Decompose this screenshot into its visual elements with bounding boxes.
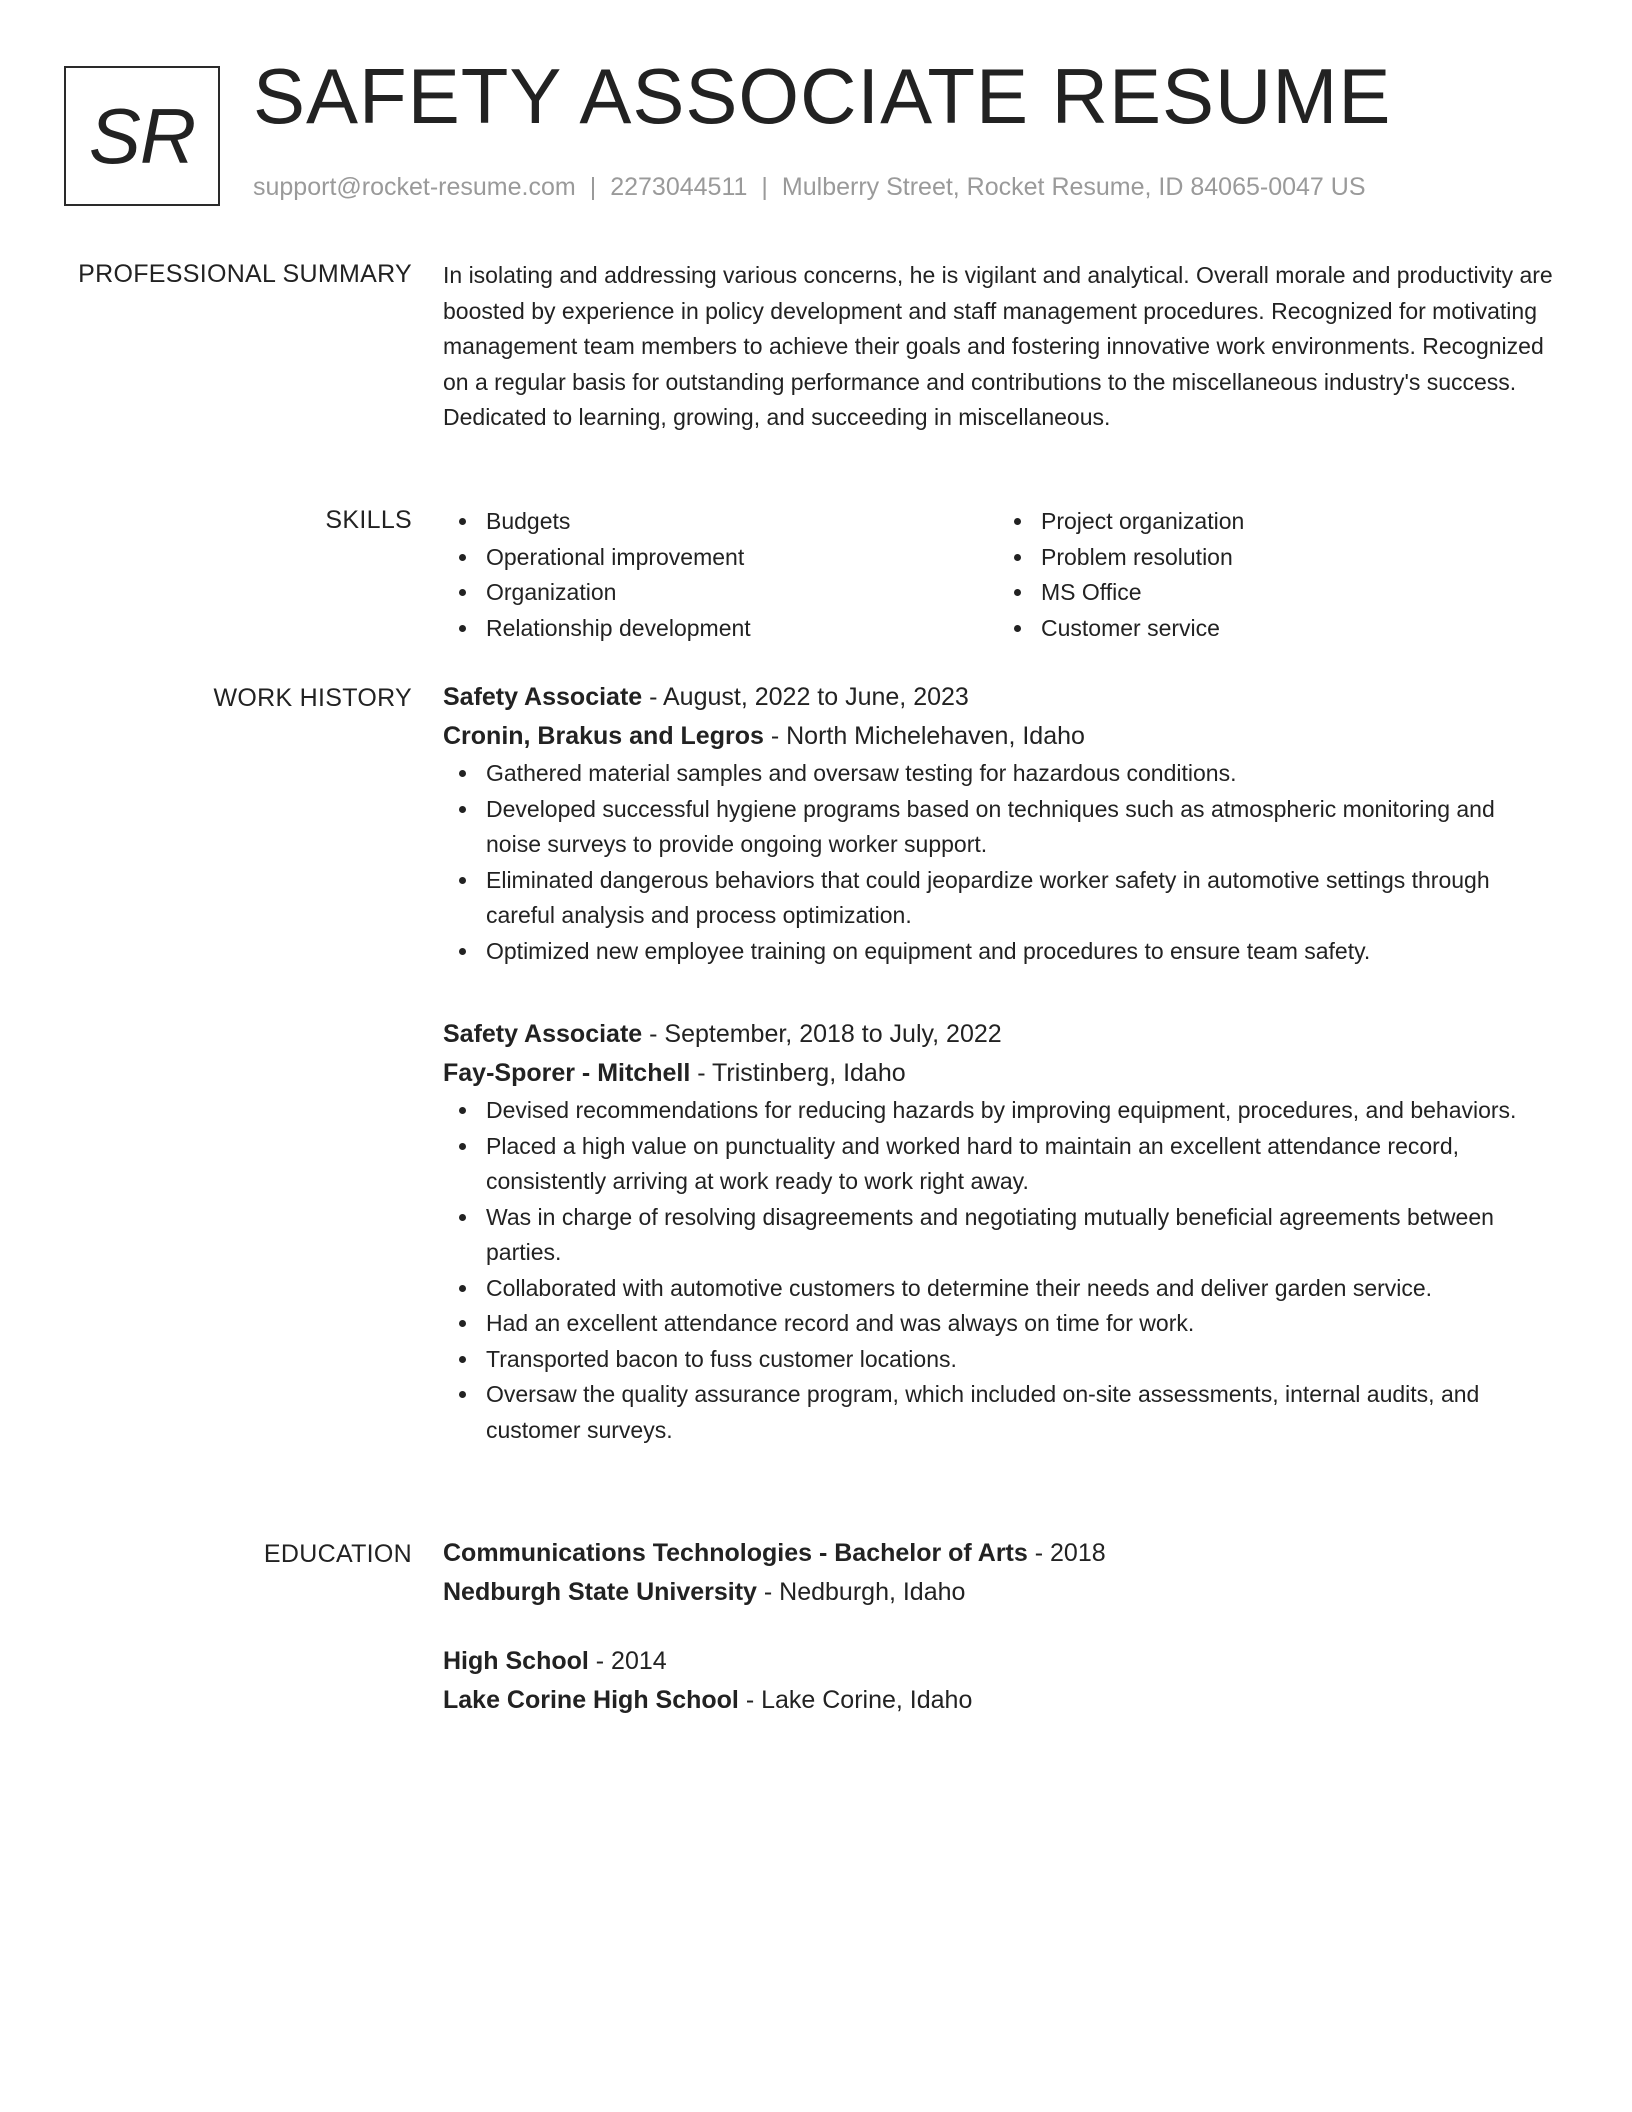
skills-list-left xyxy=(443,504,998,646)
job-company: Cronin, Brakus and Legros xyxy=(443,722,764,750)
job-bullet: Collaborated with automotive customers to determine their needs and deliver garden service. xyxy=(486,1271,1553,1307)
education-year: - 2018 xyxy=(1027,1539,1106,1567)
job-company-line xyxy=(443,717,1553,756)
job-bullet: Oversaw the quality assurance program, which included on-site assessments, internal audits, and customer surveys. xyxy=(486,1377,1553,1448)
contact-separator: | xyxy=(589,173,597,201)
job-bullet: Eliminated dangerous behaviors that could jeopardize worker safety in automotive settings through careful analysis and process optimization. xyxy=(486,863,1553,934)
job-title-line xyxy=(443,678,1553,717)
skill-item: MS Office xyxy=(1041,575,1553,611)
summary-text: In isolating and addressing various concerns, he is vigilant and analytical. Overall morale and productivity are boosted by experience in policy development and staff management procedures. Recognized for motivating management team members to achieve their goals and fostering innovative work environments. Recognized on a regular basis for outstanding performance and contributions to the miscellaneous industry's success. Dedicated to learning, growing, and succeeding in miscellaneous. xyxy=(443,262,1553,430)
education-entry xyxy=(443,1642,1553,1720)
education-school-line xyxy=(443,1573,1553,1612)
job-company: Fay-Sporer - Mitchell xyxy=(443,1059,691,1087)
work-history-body xyxy=(443,678,1553,1443)
job-title-line xyxy=(443,1015,1553,1054)
skills-list-right xyxy=(998,504,1553,646)
education-entry xyxy=(443,1534,1553,1612)
job-title: Safety Associate xyxy=(443,1020,643,1048)
skill-item: Operational improvement xyxy=(486,540,998,576)
job-bullet: Developed successful hygiene programs based on techniques such as atmospheric monitoring and noise surveys to provide ongoing worker support. xyxy=(486,792,1553,863)
skill-item: Budgets xyxy=(486,504,998,540)
contact-phone: 2273044511 xyxy=(610,173,748,201)
contact-address: Mulberry Street, Rocket Resume, ID 84065-0047 US xyxy=(781,173,1366,201)
skill-item: Problem resolution xyxy=(1041,540,1553,576)
education-location: - Lake Corine, Idaho xyxy=(738,1686,973,1714)
skills-body xyxy=(443,504,1553,646)
job-dates: - September, 2018 to July, 2022 xyxy=(642,1020,1002,1048)
job-bullet-list xyxy=(443,1093,1553,1448)
skill-item: Project organization xyxy=(1041,504,1553,540)
education-degree-line xyxy=(443,1534,1553,1573)
skill-item: Relationship development xyxy=(486,611,998,647)
contact-line xyxy=(253,172,1366,202)
contact-email: support@rocket-resume.com xyxy=(253,173,576,201)
job-bullet: Placed a high value on punctuality and worked hard to maintain an excellent attendance record, consistently arriving at work ready to work right away. xyxy=(486,1129,1553,1200)
job-company-line xyxy=(443,1054,1553,1093)
summary-heading: PROFESSIONAL SUMMARY xyxy=(78,260,412,288)
education-heading: EDUCATION xyxy=(263,1540,412,1568)
education-location: - Nedburgh, Idaho xyxy=(756,1578,966,1606)
job-bullet: Had an excellent attendance record and was always on time for work. xyxy=(486,1306,1553,1342)
skills-heading: SKILLS xyxy=(325,506,412,534)
education-school: Lake Corine High School xyxy=(443,1686,739,1714)
job-bullet: Transported bacon to fuss customer locations. xyxy=(486,1342,1553,1378)
education-degree: High School xyxy=(443,1647,589,1675)
job-bullet: Optimized new employee training on equipment and procedures to ensure team safety. xyxy=(486,934,1553,970)
resume-title: SAFETY ASSOCIATE RESUME xyxy=(253,52,1392,140)
work-history-heading: WORK HISTORY xyxy=(213,684,412,712)
job-bullet: Devised recommendations for reducing hazards by improving equipment, procedures, and behaviors. xyxy=(486,1093,1553,1129)
education-degree: Communications Technologies - Bachelor of Arts xyxy=(443,1539,1028,1567)
summary-body xyxy=(443,258,1553,436)
job-bullet: Gathered material samples and oversaw testing for hazardous conditions. xyxy=(486,756,1553,792)
monogram-initials: SR xyxy=(88,92,196,180)
education-degree-line xyxy=(443,1642,1553,1681)
education-school: Nedburgh State University xyxy=(443,1578,757,1606)
job-dates: - August, 2022 to June, 2023 xyxy=(642,683,969,711)
job-entry xyxy=(443,678,1553,969)
education-school-line xyxy=(443,1681,1553,1720)
job-location: - North Michelehaven, Idaho xyxy=(763,722,1085,750)
job-entry xyxy=(443,1015,1553,1448)
job-location: - Tristinberg, Idaho xyxy=(690,1059,906,1087)
skill-item: Customer service xyxy=(1041,611,1553,647)
contact-separator: | xyxy=(761,173,768,201)
job-title: Safety Associate xyxy=(443,683,643,711)
skill-item: Organization xyxy=(486,575,998,611)
skills-columns xyxy=(443,504,1553,646)
monogram-box xyxy=(64,66,220,206)
job-bullet-list xyxy=(443,756,1553,969)
education-year: - 2014 xyxy=(588,1647,667,1675)
education-body xyxy=(443,1534,1553,1720)
job-bullet: Was in charge of resolving disagreements and negotiating mutually beneficial agreements between parties. xyxy=(486,1200,1553,1271)
